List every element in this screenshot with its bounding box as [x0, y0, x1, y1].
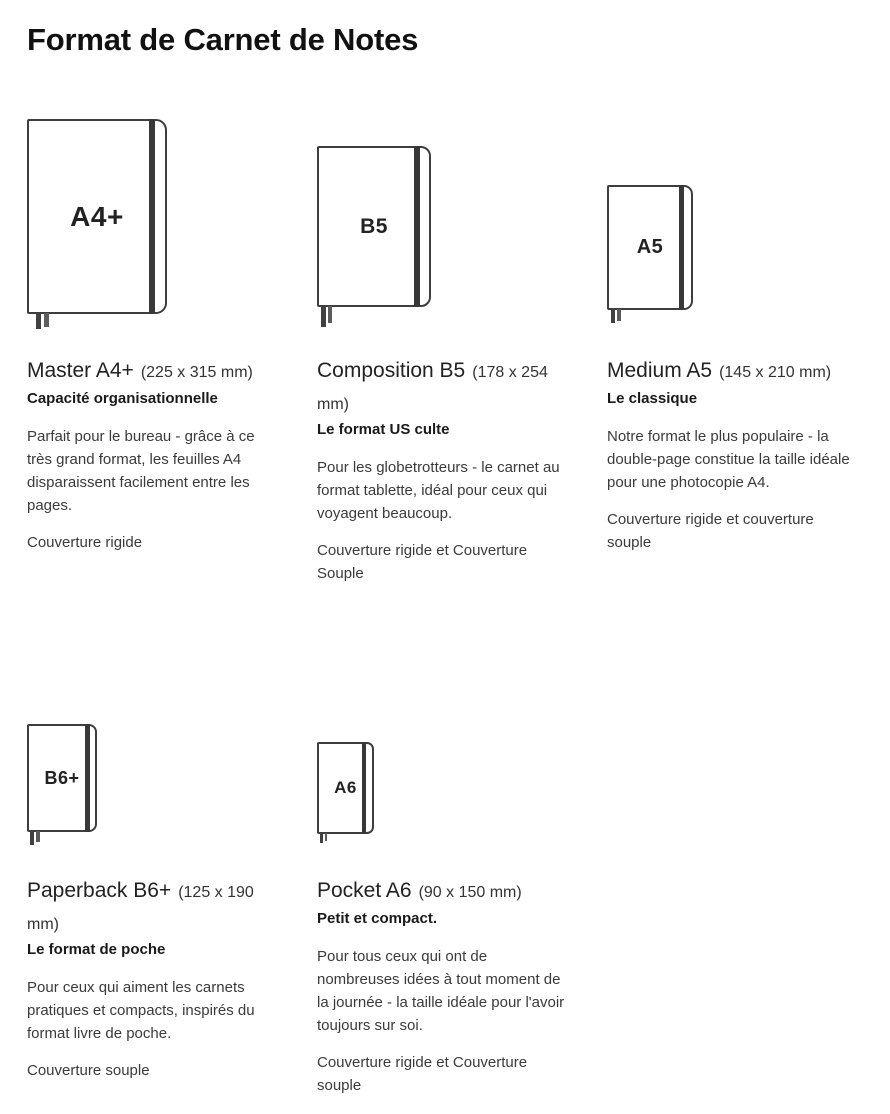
format-size: (125 x 190 mm) — [27, 884, 254, 933]
format-size: (145 x 210 mm) — [719, 364, 832, 381]
format-size: (90 x 150 mm) — [418, 884, 522, 901]
format-title — [27, 875, 277, 938]
notebook-illustration-area — [27, 720, 277, 834]
notebook-illustration-b6plus — [27, 724, 97, 832]
format-description: Pour ceux qui aiment les carnets pratiques et compacts, inspirés du format livre de poche. — [27, 979, 255, 1042]
notebook-label: A4+ — [70, 200, 124, 232]
notebook-illustration-area — [317, 115, 567, 314]
notebook-label: B5 — [360, 214, 388, 238]
notebook-illustration-area — [317, 720, 567, 834]
notebook-illustration-a6 — [317, 742, 374, 834]
format-cover-options: Couverture souple — [27, 1062, 150, 1079]
format-cover-options: Couverture rigide et couverture souple — [607, 510, 814, 551]
bookmark-ribbon — [320, 833, 323, 843]
notebook-label: A5 — [636, 236, 664, 258]
format-description: Notre format le plus populaire - la double-page constitue la taille idéale pour une photocopie A4. — [607, 427, 850, 491]
format-tagline: Le classique — [607, 389, 698, 407]
format-tagline: Petit et compact. — [317, 909, 438, 927]
format-title — [317, 355, 567, 418]
notebook-illustration-b5 — [317, 146, 431, 307]
bookmark-ribbon — [617, 309, 621, 321]
notebook-label: A6 — [334, 778, 357, 797]
format-size: (178 x 254 mm) — [317, 364, 548, 413]
format-tagline: Capacité organisationnelle — [27, 389, 218, 407]
format-card-paperback-b6plus — [27, 720, 277, 1097]
notebook-illustration-a4plus — [27, 119, 167, 314]
notebook-illustration-area — [607, 115, 857, 314]
format-title — [607, 355, 857, 387]
format-card-composition-b5 — [317, 115, 567, 585]
page-title: Format de Carnet de Notes — [27, 22, 419, 57]
format-name: Master A4+ — [27, 359, 134, 382]
format-cover-options: Couverture rigide et Couverture souple — [317, 1053, 528, 1094]
elastic-band — [414, 146, 420, 307]
format-tagline: Le format de poche — [27, 941, 166, 958]
format-cover-options: Couverture rigide et Couverture Souple — [317, 542, 528, 582]
bookmark-ribbon — [30, 831, 34, 845]
format-tagline: Le format US culte — [317, 421, 450, 438]
bookmark-ribbon — [36, 313, 41, 329]
format-name: Medium A5 — [607, 359, 713, 382]
format-card-medium-a5 — [607, 115, 857, 585]
bookmark-ribbon — [325, 833, 327, 841]
format-name: Composition B5 — [317, 359, 466, 382]
formats-grid — [27, 115, 890, 1097]
format-name: Pocket A6 — [317, 879, 412, 902]
format-cover-options: Couverture rigide — [27, 533, 143, 551]
notebook-label: B6+ — [44, 767, 80, 788]
elastic-band — [362, 742, 366, 834]
format-size: (225 x 315 mm) — [140, 364, 253, 381]
format-card-pocket-a6 — [317, 720, 567, 1097]
bookmark-ribbon — [36, 831, 40, 842]
format-description: Pour les globetrotteurs - le carnet au format tablette, idéal pour ceux qui voyagent beaucoup. — [317, 459, 560, 522]
elastic-band — [85, 724, 90, 832]
format-title — [27, 355, 277, 387]
notebook-illustration-area — [27, 115, 277, 314]
format-card-master-a4plus — [27, 115, 277, 585]
bookmark-ribbon — [321, 306, 326, 327]
format-description: Parfait pour le bureau - grâce à ce très grand format, les feuilles A4 disparaissent facilement entre les pages. — [27, 427, 255, 514]
format-description: Pour tous ceux qui ont de nombreuses idées à tout moment de la journée - la taille idéale pour l'avoir toujours sur soi. — [317, 947, 565, 1034]
notebook-illustration-a5 — [607, 185, 693, 310]
format-name: Paperback B6+ — [27, 879, 172, 902]
format-title — [317, 875, 567, 907]
bookmark-ribbon — [328, 306, 332, 323]
elastic-band — [149, 119, 155, 314]
bookmark-ribbon — [44, 313, 49, 327]
elastic-band — [679, 185, 684, 310]
bookmark-ribbon — [611, 309, 615, 323]
